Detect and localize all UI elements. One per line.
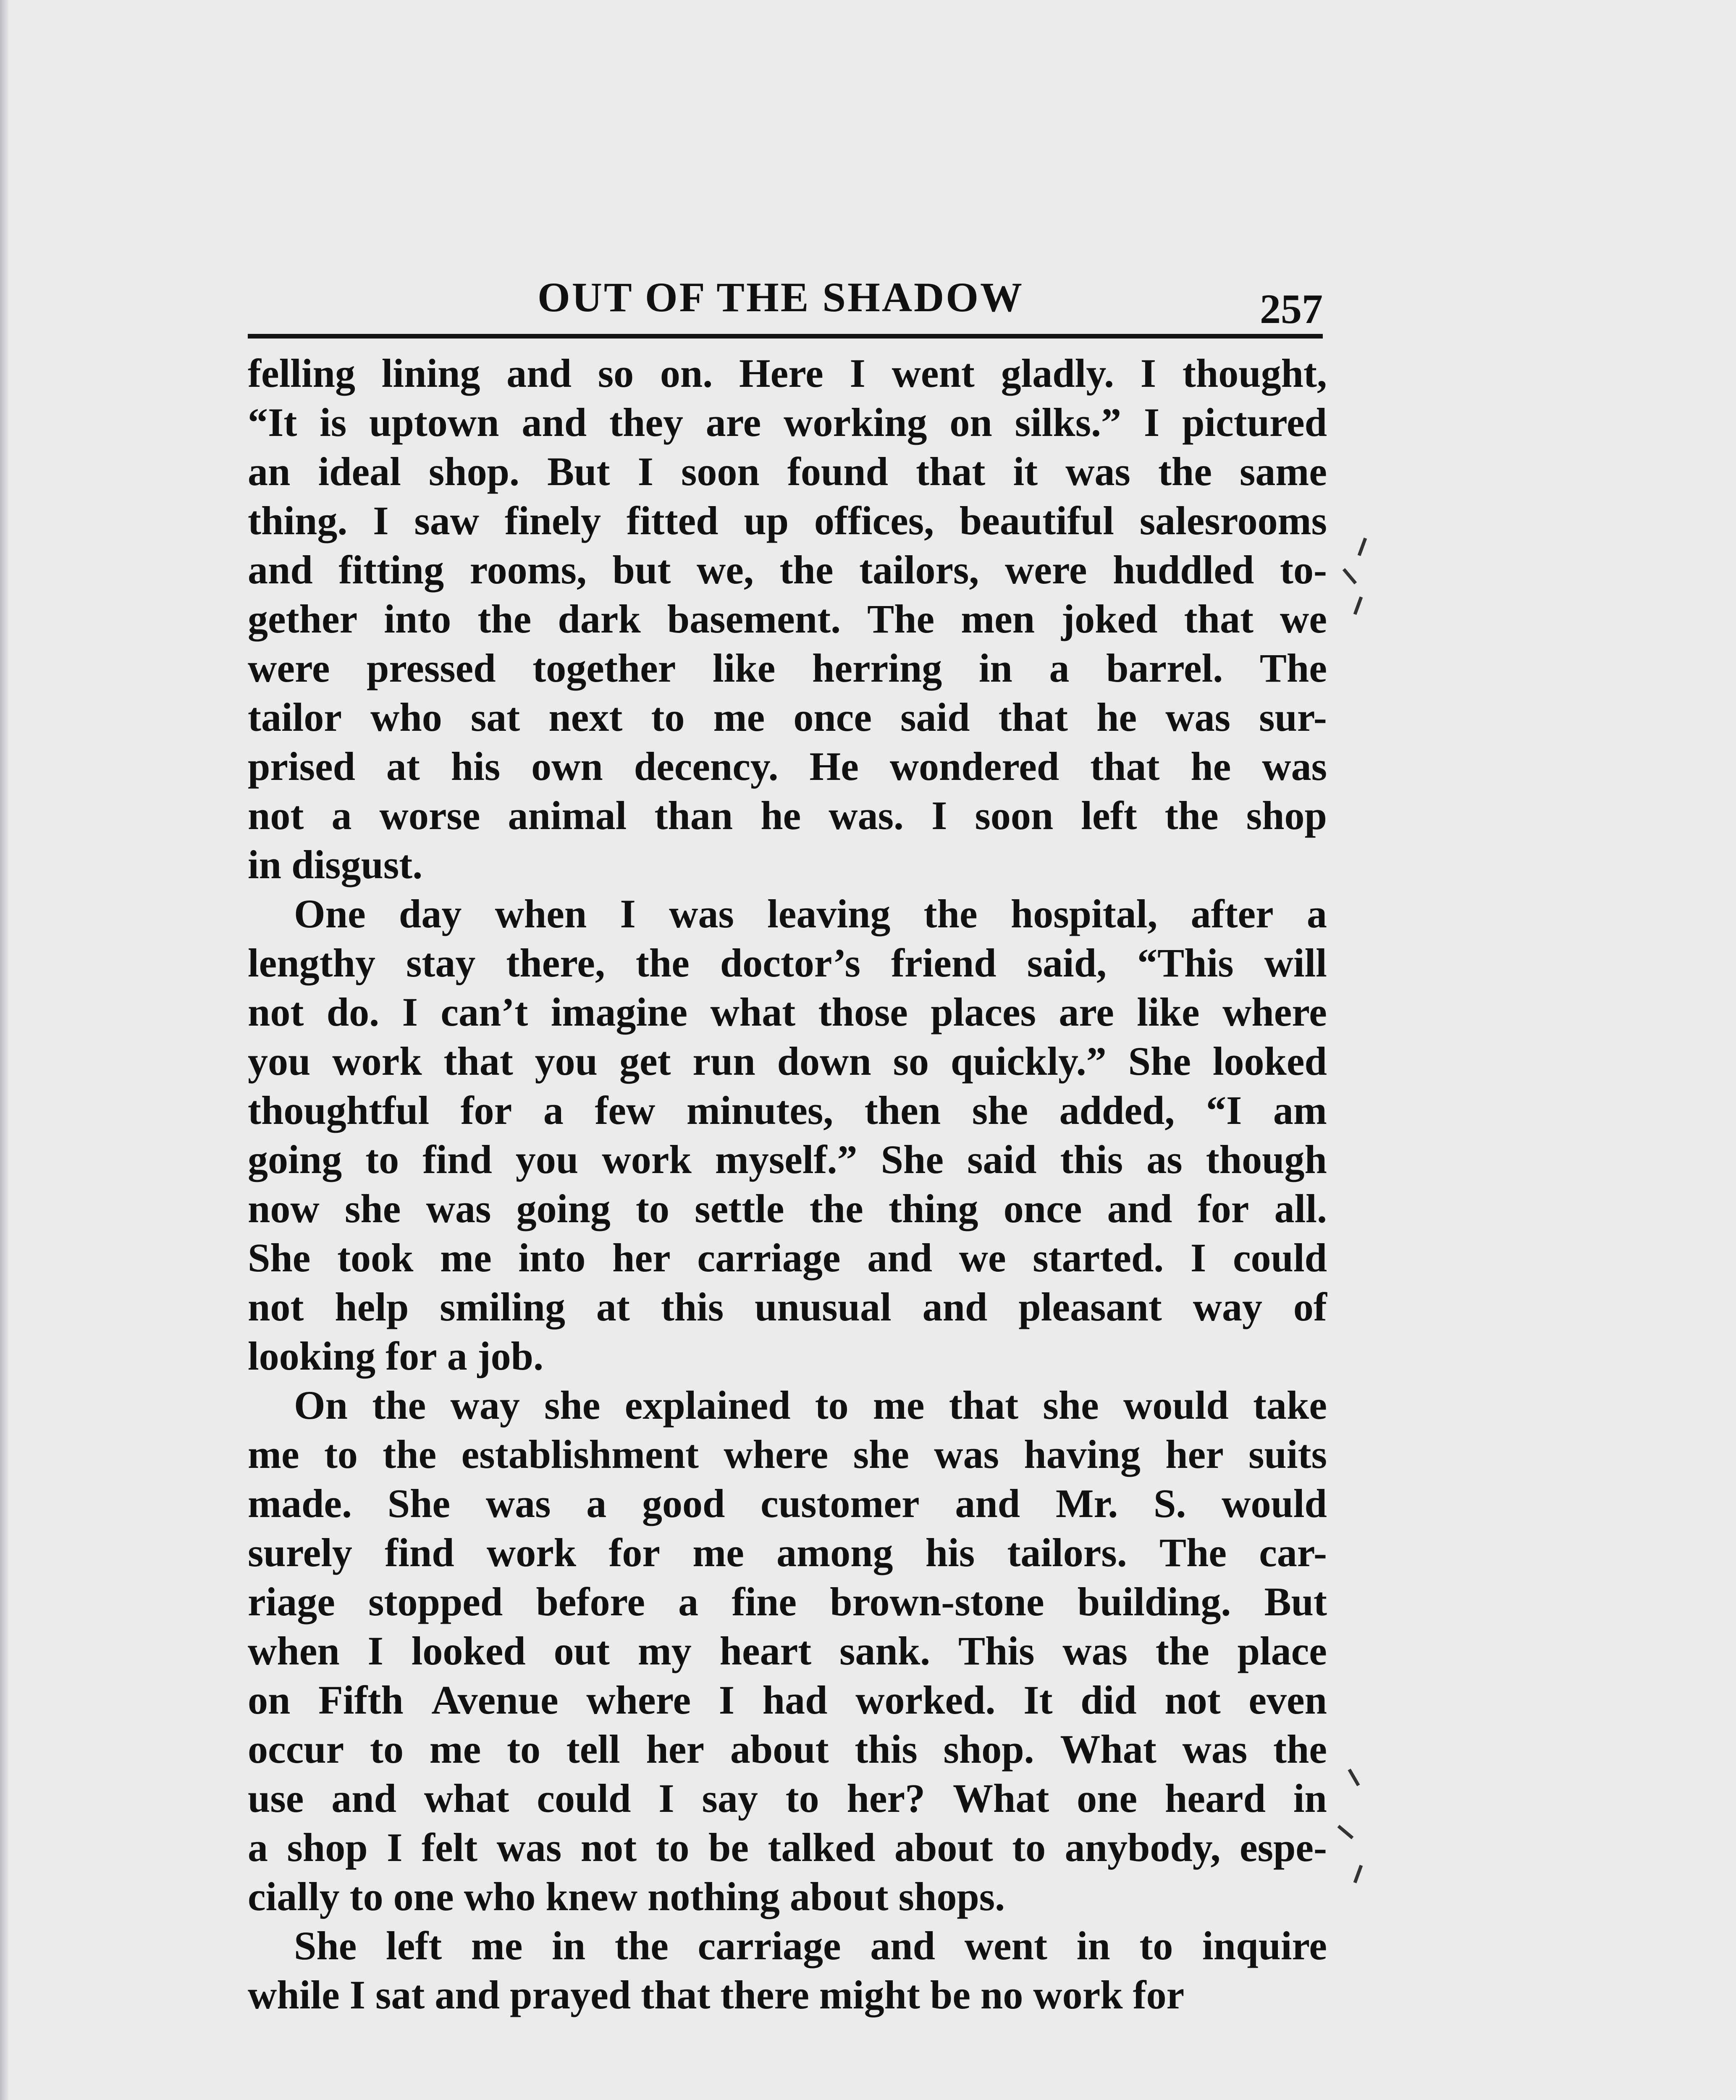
text-line: tailor who sat next to me once said that he was sur-	[248, 695, 1327, 740]
text-line: occur to me to tell her about this shop. What was the	[248, 1727, 1327, 1772]
text-line: going to find you work myself.” She said this as though	[248, 1137, 1327, 1182]
text-line: now she was going to settle the thing once and for all.	[248, 1186, 1327, 1231]
text-line: felling lining and so on. Here I went gladly. I thought,	[248, 351, 1327, 396]
text-line: prised at his own decency. He wondered that he was	[248, 744, 1327, 789]
margin-mark	[1353, 1865, 1363, 1883]
text-line: not do. I can’t imagine what those places are like where	[248, 990, 1327, 1034]
margin-mark	[1358, 538, 1367, 556]
text-line: One day when I was leaving the hospital, after a	[294, 891, 1327, 936]
margin-mark	[1348, 1769, 1360, 1786]
margin-mark	[1343, 568, 1357, 585]
page-number: 257	[1260, 286, 1323, 332]
text-line: an ideal shop. But I soon found that it was the same	[248, 449, 1327, 494]
text-line: and fitting rooms, but we, the tailors, were huddled to-	[248, 547, 1327, 592]
text-line: on Fifth Avenue where I had worked. It did not even	[248, 1677, 1327, 1722]
text-line: cially to one who knew nothing about shops.	[248, 1874, 1005, 1919]
text-line: made. She was a good customer and Mr. S. would	[248, 1481, 1327, 1526]
text-line: when I looked out my heart sank. This was the place	[248, 1628, 1327, 1673]
text-line: surely find work for me among his tailors. The car-	[248, 1530, 1327, 1575]
text-line: while I sat and prayed that there might be no work for	[248, 1972, 1185, 2017]
text-line: me to the establishment where she was having her suits	[248, 1432, 1327, 1477]
text-line: lengthy stay there, the doctor’s friend said, “This will	[248, 940, 1327, 985]
text-line: “It is uptown and they are working on silks.” I pictured	[248, 400, 1327, 445]
margin-mark	[1337, 1825, 1354, 1839]
text-line: in disgust.	[248, 842, 423, 887]
book-page	[248, 252, 1331, 2058]
text-line: thoughtful for a few minutes, then she added, “I am	[248, 1088, 1327, 1133]
text-line: a shop I felt was not to be talked about to anybody, espe-	[248, 1825, 1327, 1870]
text-line: not a worse animal than he was. I soon left the shop	[248, 793, 1327, 838]
text-line: She took me into her carriage and we started. I could	[248, 1235, 1327, 1280]
text-line: thing. I saw finely fitted up offices, beautiful salesrooms	[248, 498, 1327, 543]
text-line: riage stopped before a fine brown-stone building. But	[248, 1579, 1327, 1624]
margin-pencil-marks	[1344, 538, 1377, 1966]
text-line: On the way she explained to me that she would take	[294, 1383, 1327, 1428]
header-rule	[248, 334, 1323, 339]
text-line: looking for a job.	[248, 1334, 544, 1378]
margin-mark	[1353, 596, 1363, 615]
text-line: not help smiling at this unusual and pleasant way of	[248, 1284, 1327, 1329]
text-line: She left me in the carriage and went in to inquire	[294, 1923, 1327, 1968]
text-line: you work that you get run down so quickly.” She looked	[248, 1039, 1327, 1084]
text-line: gether into the dark basement. The men joked that we	[248, 596, 1327, 641]
running-head	[248, 265, 1331, 349]
text-line: were pressed together like herring in a barrel. The	[248, 646, 1327, 690]
body-text	[248, 349, 1327, 2019]
scan-edge-shadow	[0, 0, 9, 2100]
running-head-title: OUT OF THE SHADOW	[538, 274, 1024, 320]
text-line: use and what could I say to her? What one heard in	[248, 1776, 1327, 1821]
